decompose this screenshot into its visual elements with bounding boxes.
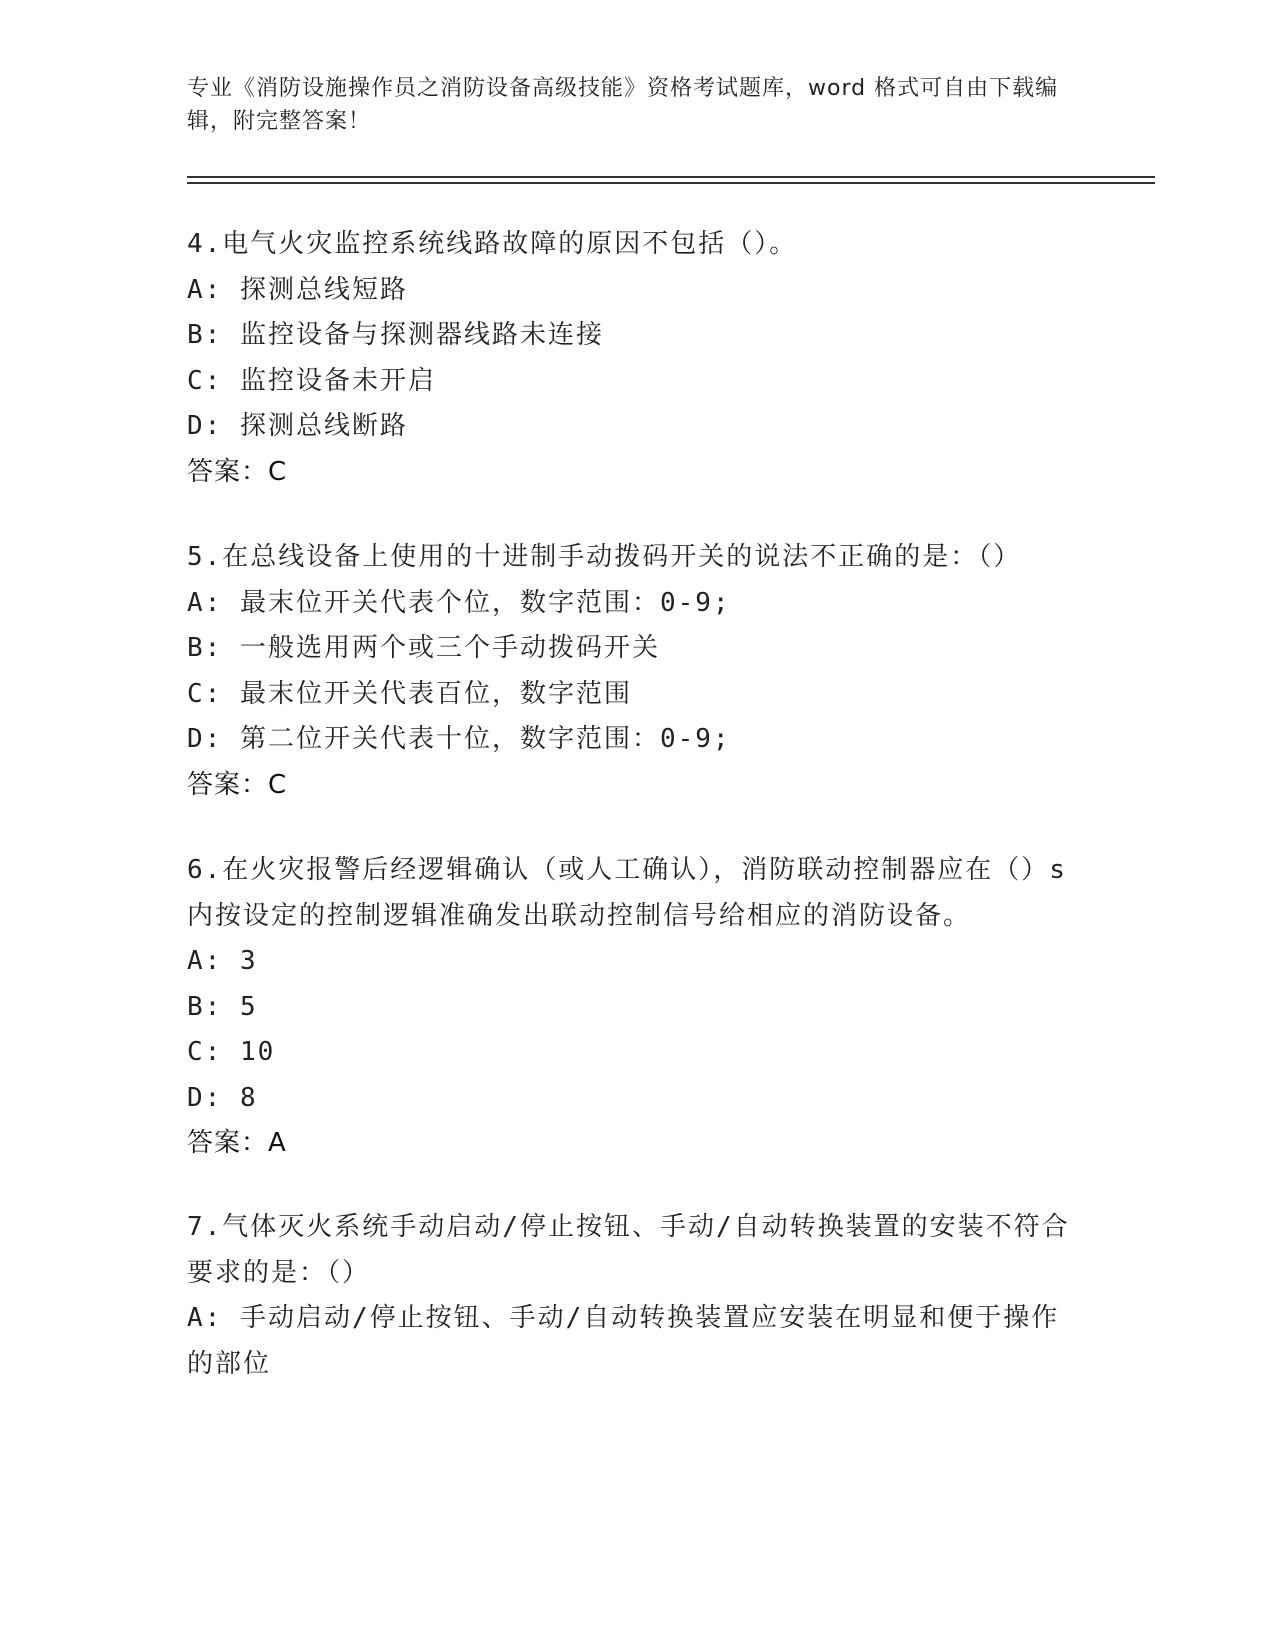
- question-5: [187, 535, 1087, 808]
- header-divider-bottom: [187, 182, 1155, 184]
- option-a: A: 手动启动/停止按钮、手动/自动转换装置应安装在明显和便于操作的部位: [187, 1303, 1060, 1379]
- option-b: B: 一般选用两个或三个手动拨码开关: [187, 633, 660, 663]
- option-d: D: 探测总线断路: [187, 411, 408, 441]
- question-stem: 6.在火灾报警后经逻辑确认（或人工确认），消防联动控制器应在（）s 内按设定的控制逻辑准确发出联动控制信号给相应的消防设备。: [187, 855, 1067, 931]
- option-a: A: 最末位开关代表个位，数字范围：0-9;: [187, 587, 731, 618]
- question-stem: 4.电气火灾监控系统线路故障的原因不包括（）。: [187, 229, 798, 259]
- answer: 答案：C: [187, 456, 288, 487]
- option-c: C: 最末位开关代表百位，数字范围: [187, 678, 632, 709]
- question-7: [187, 1205, 1087, 1387]
- answer: 答案：A: [187, 1128, 287, 1158]
- option-d: D: 8: [187, 1082, 258, 1113]
- header-divider-top: [187, 176, 1155, 178]
- answer: 答案：C: [187, 769, 288, 800]
- option-c: C: 10: [187, 1037, 276, 1067]
- option-b: B: 5: [187, 991, 258, 1022]
- option-d: D: 第二位开关代表十位，数字范围：0-9;: [187, 724, 731, 754]
- question-4: [187, 222, 1087, 495]
- option-a: A: 探测总线短路: [187, 274, 408, 305]
- question-stem: 7.气体灭火系统手动启动/停止按钮、手动/自动转换装置的安装不符合要求的是：（）: [187, 1212, 1070, 1288]
- option-a: A: 3: [187, 946, 258, 976]
- option-c: C: 监控设备未开启: [187, 365, 436, 396]
- question-stem: 5.在总线设备上使用的十进制手动拨码开关的说法不正确的是：（）: [187, 542, 1022, 572]
- question-6: [187, 848, 1087, 1167]
- document-header: 专业《消防设施操作员之消防设备高级技能》资格考试题库，word 格式可自由下载编辑，附完整答案！: [187, 76, 1059, 134]
- option-b: B: 监控设备与探测器线路未连接: [187, 320, 604, 350]
